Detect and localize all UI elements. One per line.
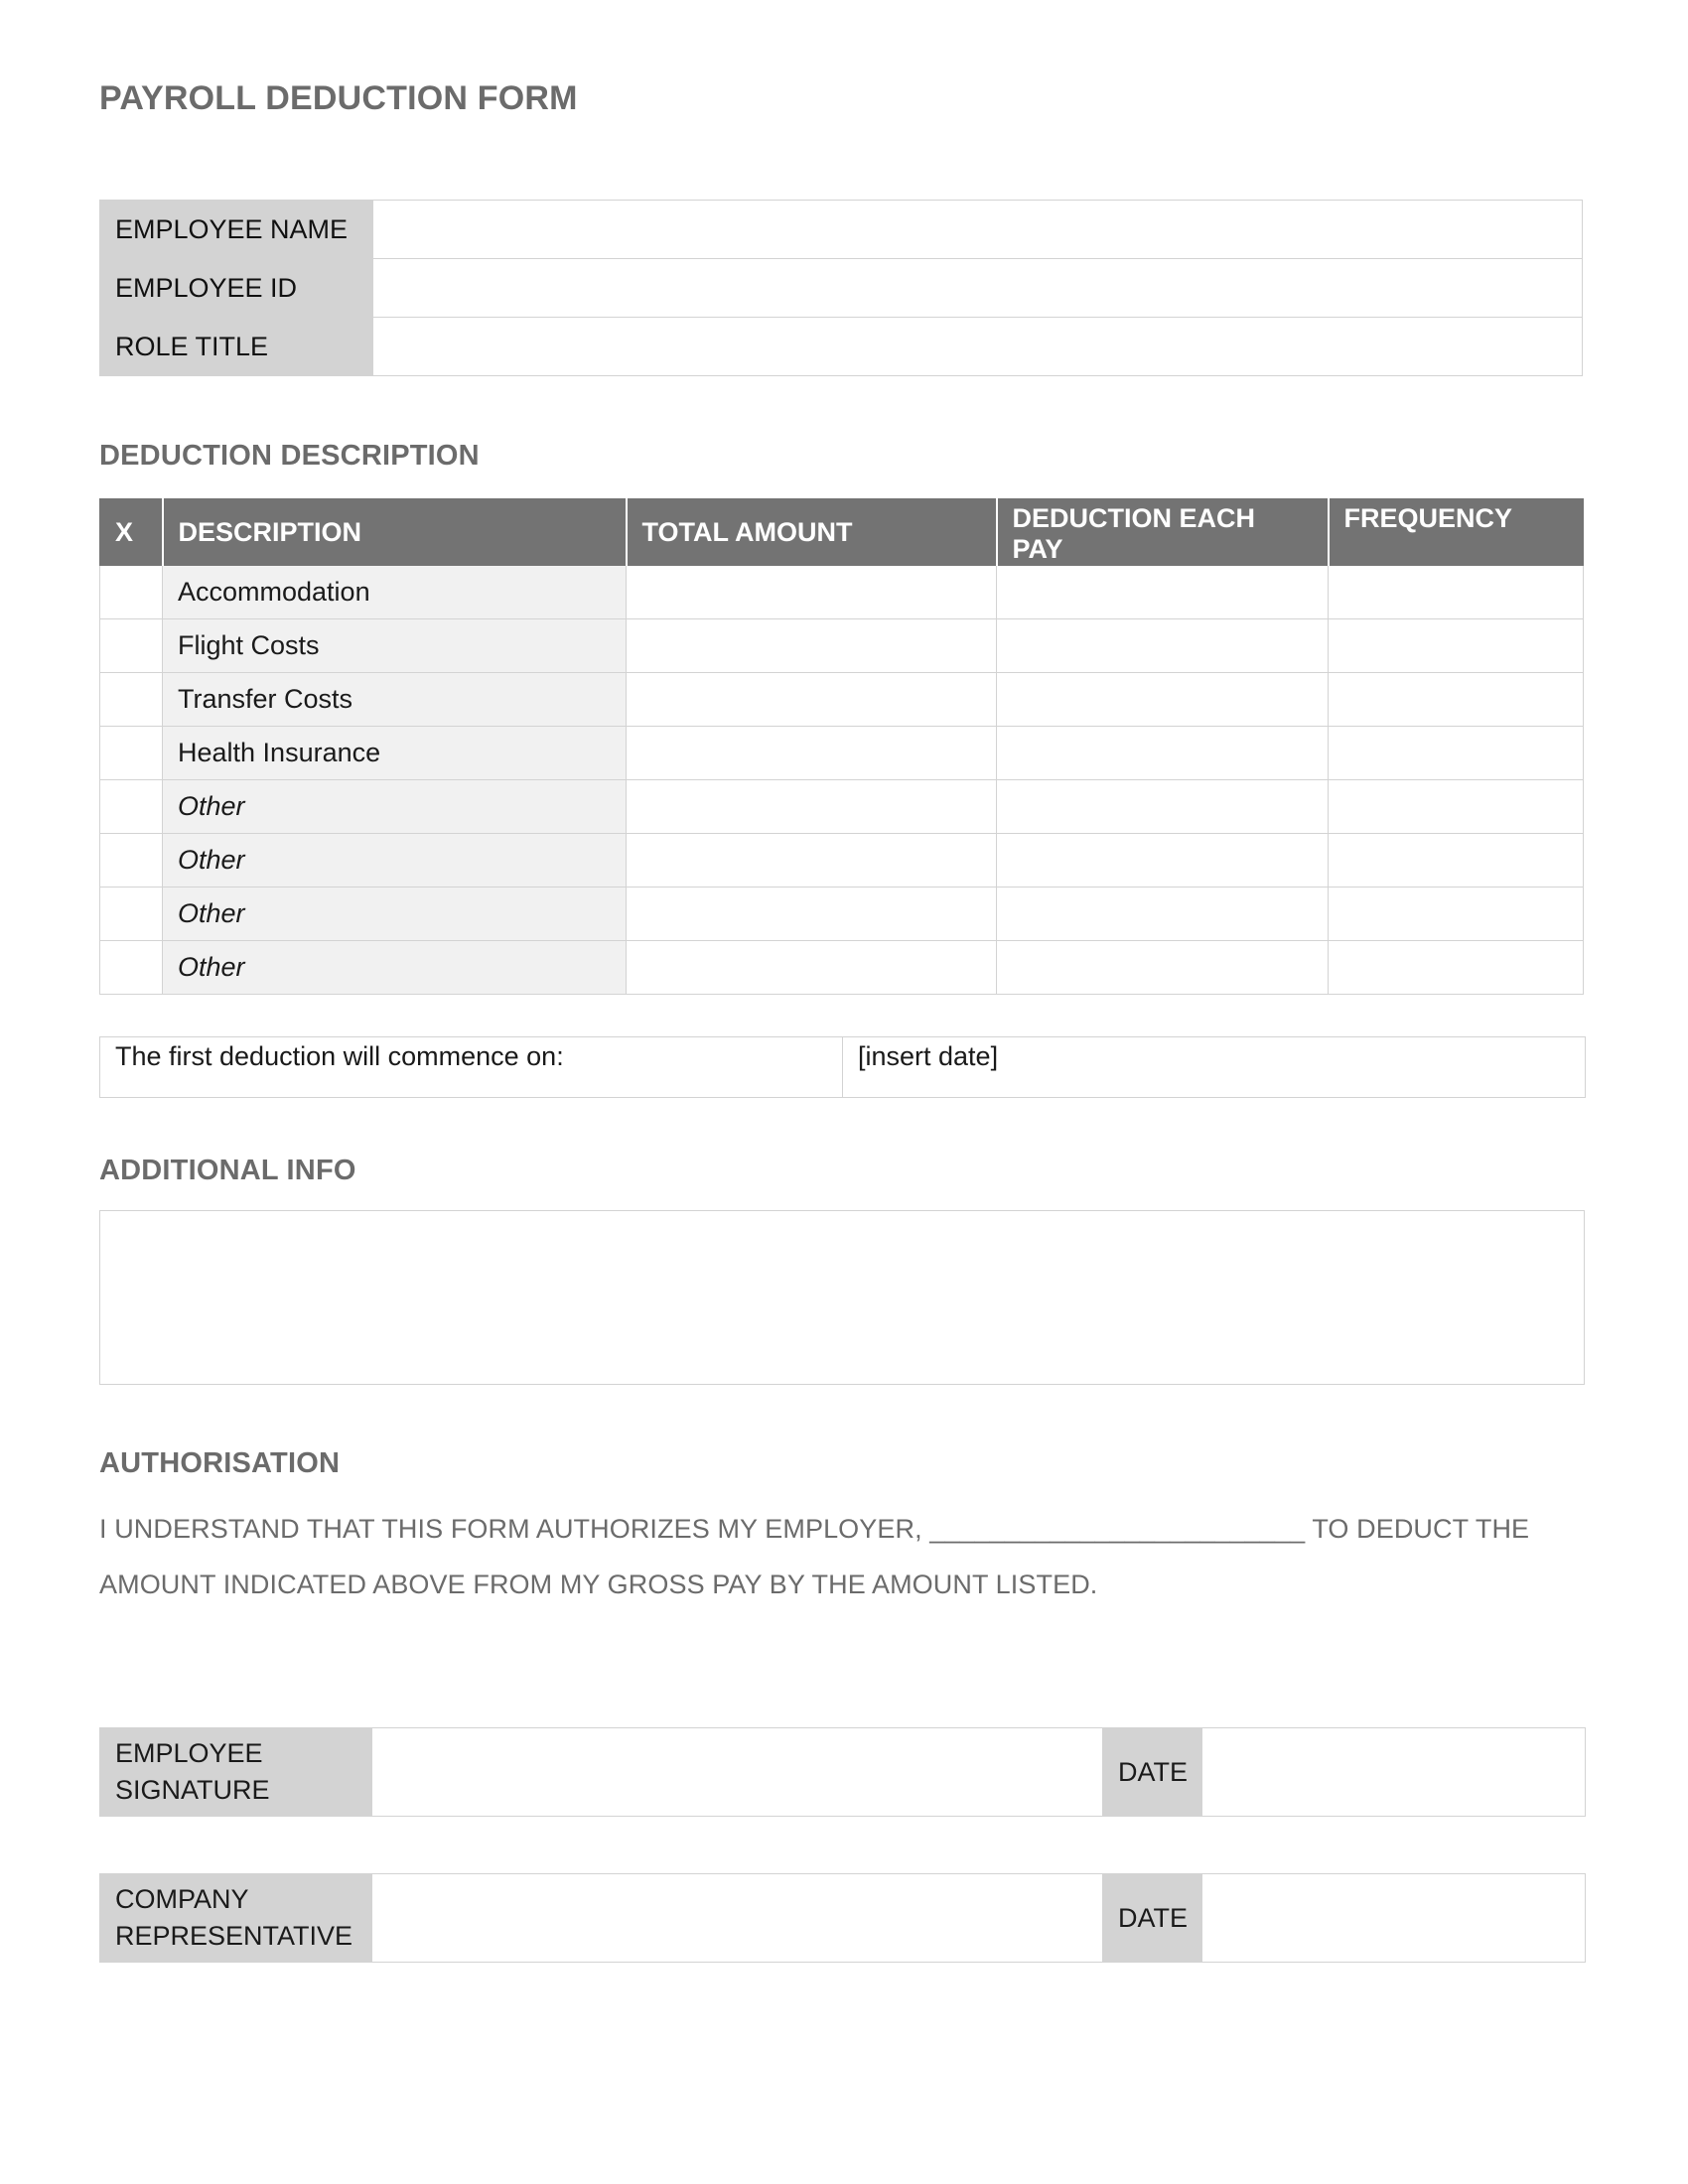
deduction-header-row xyxy=(100,499,1584,566)
frequency-field[interactable] xyxy=(1329,727,1584,780)
total-amount-field[interactable] xyxy=(627,727,997,780)
total-amount-field[interactable] xyxy=(627,673,997,727)
deduction-each-pay-field[interactable] xyxy=(997,941,1329,995)
description-cell: Accommodation xyxy=(163,566,627,619)
description-cell[interactable]: Other xyxy=(163,887,627,941)
table-row xyxy=(100,673,1584,727)
description-cell[interactable]: Other xyxy=(163,834,627,887)
select-checkbox-cell[interactable] xyxy=(100,566,163,619)
deduction-each-pay-field[interactable] xyxy=(997,834,1329,887)
description-cell: Health Insurance xyxy=(163,727,627,780)
commence-date-field[interactable]: [insert date] xyxy=(843,1037,1586,1098)
role-title-label: ROLE TITLE xyxy=(100,318,373,376)
additional-info-heading: ADDITIONAL INFO xyxy=(99,1155,356,1186)
deduction-each-pay-field[interactable] xyxy=(997,887,1329,941)
total-amount-field[interactable] xyxy=(627,619,997,673)
company-representative-label-line2: REPRESENTATIVE xyxy=(115,1921,353,1951)
deduction-each-pay-field[interactable] xyxy=(997,566,1329,619)
col-header-x: X xyxy=(100,499,163,566)
authorisation-heading: AUTHORISATION xyxy=(99,1447,341,1479)
employee-signature-label xyxy=(100,1728,372,1817)
description-cell: Flight Costs xyxy=(163,619,627,673)
employee-signature-label-line1: EMPLOYEE xyxy=(115,1738,263,1768)
employee-info-table xyxy=(99,200,1583,376)
select-checkbox-cell[interactable] xyxy=(100,887,163,941)
description-cell[interactable]: Other xyxy=(163,780,627,834)
select-checkbox-cell[interactable] xyxy=(100,727,163,780)
employee-id-field[interactable] xyxy=(373,259,1583,318)
description-cell: Transfer Costs xyxy=(163,673,627,727)
company-date-field[interactable] xyxy=(1202,1874,1586,1963)
authorisation-text: I UNDERSTAND THAT THIS FORM AUTHORIZES MY EMPLOYER, _________________________ TO DEDUCT THE AMOUNT INDICATED ABOVE FROM MY GROSS PAY BY THE AMOUNT LISTED. xyxy=(99,1514,1530,1599)
commence-label: The first deduction will commence on: xyxy=(100,1037,843,1098)
col-header-deduction-each-pay: DEDUCTION EACH PAY xyxy=(997,499,1329,566)
select-checkbox-cell[interactable] xyxy=(100,834,163,887)
commence-row xyxy=(100,1037,1586,1098)
table-row xyxy=(100,566,1584,619)
deduction-each-pay-field[interactable] xyxy=(997,619,1329,673)
col-header-total-amount: TOTAL AMOUNT xyxy=(627,499,997,566)
employee-name-field[interactable] xyxy=(373,201,1583,259)
employee-date-field[interactable] xyxy=(1202,1728,1586,1817)
page-title: PAYROLL DEDUCTION FORM xyxy=(99,79,578,117)
select-checkbox-cell[interactable] xyxy=(100,941,163,995)
deduction-each-pay-field[interactable] xyxy=(997,727,1329,780)
frequency-field[interactable] xyxy=(1329,941,1584,995)
deduction-each-pay-field[interactable] xyxy=(997,780,1329,834)
employee-signature-field[interactable] xyxy=(372,1728,1103,1817)
employee-signature-row xyxy=(100,1728,1586,1817)
frequency-field[interactable] xyxy=(1329,887,1584,941)
employee-signature-label-line2: SIGNATURE xyxy=(115,1775,270,1805)
employee-name-row xyxy=(100,201,1583,259)
company-signature-table xyxy=(99,1873,1586,1963)
total-amount-field[interactable] xyxy=(627,887,997,941)
total-amount-field[interactable] xyxy=(627,566,997,619)
select-checkbox-cell[interactable] xyxy=(100,673,163,727)
select-checkbox-cell[interactable] xyxy=(100,780,163,834)
table-row xyxy=(100,727,1584,780)
table-row xyxy=(100,834,1584,887)
frequency-field[interactable] xyxy=(1329,780,1584,834)
frequency-field[interactable] xyxy=(1329,834,1584,887)
additional-info-field[interactable] xyxy=(99,1210,1585,1385)
frequency-field[interactable] xyxy=(1329,673,1584,727)
select-checkbox-cell[interactable] xyxy=(100,619,163,673)
deduction-each-pay-field[interactable] xyxy=(997,673,1329,727)
col-header-frequency: FREQUENCY xyxy=(1329,499,1584,566)
frequency-field[interactable] xyxy=(1329,566,1584,619)
employee-id-label: EMPLOYEE ID xyxy=(100,259,373,318)
frequency-field[interactable] xyxy=(1329,619,1584,673)
table-row xyxy=(100,619,1584,673)
table-row xyxy=(100,887,1584,941)
company-representative-label xyxy=(100,1874,372,1963)
role-title-field[interactable] xyxy=(373,318,1583,376)
employee-name-label: EMPLOYEE NAME xyxy=(100,201,373,259)
total-amount-field[interactable] xyxy=(627,941,997,995)
deduction-heading: DEDUCTION DESCRIPTION xyxy=(99,440,480,472)
role-title-row xyxy=(100,318,1583,376)
commence-table xyxy=(99,1036,1586,1098)
description-cell[interactable]: Other xyxy=(163,941,627,995)
employee-date-label: DATE xyxy=(1103,1728,1202,1817)
company-date-label: DATE xyxy=(1103,1874,1202,1963)
total-amount-field[interactable] xyxy=(627,834,997,887)
company-signature-row xyxy=(100,1874,1586,1963)
col-header-description: DESCRIPTION xyxy=(163,499,627,566)
deduction-table xyxy=(99,498,1584,995)
company-representative-field[interactable] xyxy=(372,1874,1103,1963)
company-representative-label-line1: COMPANY xyxy=(115,1884,249,1914)
table-row xyxy=(100,941,1584,995)
employee-id-row xyxy=(100,259,1583,318)
total-amount-field[interactable] xyxy=(627,780,997,834)
table-row xyxy=(100,780,1584,834)
employee-signature-table xyxy=(99,1727,1586,1817)
